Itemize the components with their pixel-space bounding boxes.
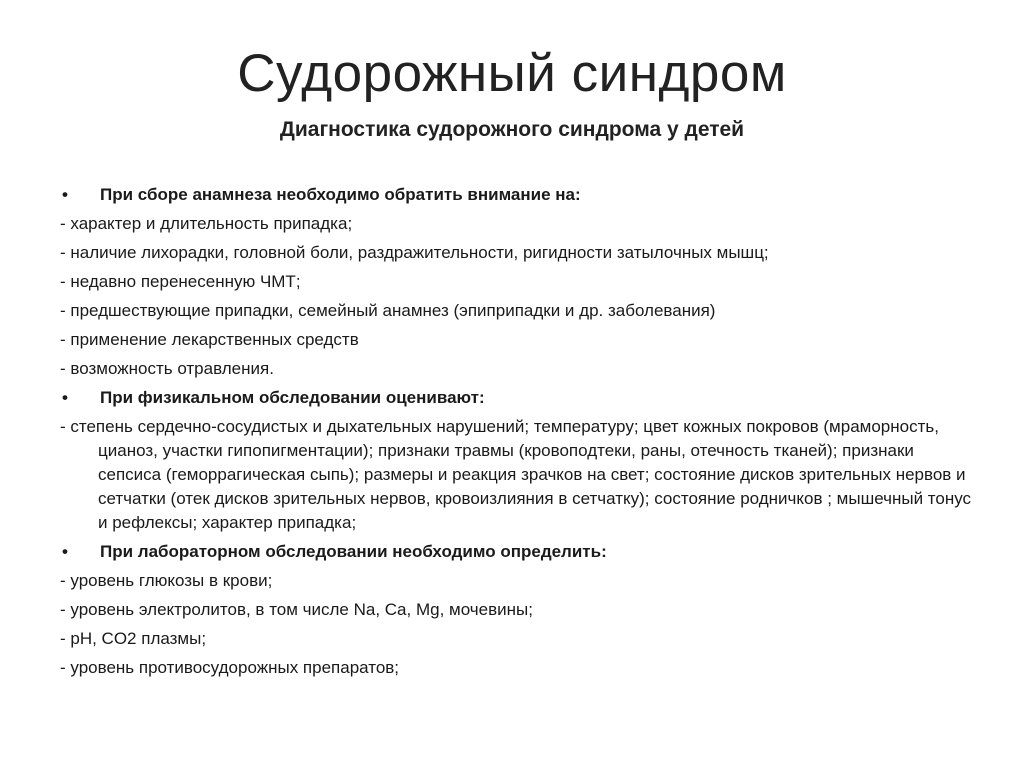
bullet-icon: • (62, 542, 68, 561)
slide-title: Судорожный синдром (237, 44, 787, 103)
bullet-icon: • (62, 388, 68, 407)
section-heading-text: При сборе анамнеза необходимо обратить внимание на: (100, 185, 581, 204)
list-item: - уровень противосудорожных препаратов; (60, 658, 400, 677)
list-item: - уровень электролитов, в том числе Na, Ca, Mg, мочевины; (60, 600, 533, 619)
list-item: - наличие лихорадки, головной боли, раздражительности, ригидности затылочных мышц; (60, 243, 769, 262)
list-item: - степень сердечно-сосудистых и дыхательных нарушений; температуру; цвет кожных покровов (мраморность, цианоз, участки гипопигментации); признаки травмы (кровоподтеки, раны, отечность тканей); признаки сепсиса (геморрагическая сыпь); размеры и реакция зрачков на свет; состояние дисков зрительных нервов и сетчатки (отек дисков зрительных нервов, кровоизлияния в сетчатку); состояние родничков ; мышечный тонус и рефлексы; характер припадка; (60, 417, 972, 532)
section-heading-anamnesis (60, 183, 980, 207)
list-item: - применение лекарственных средств (60, 330, 359, 349)
section-heading-lab-exam (60, 540, 980, 564)
section-heading-text: При лабораторном обследовании необходимо определить: (100, 542, 607, 561)
list-item: - возможность отравления. (60, 359, 274, 378)
bullet-icon: • (62, 185, 68, 204)
section-heading-text: При физикальном обследовании оценивают: (100, 388, 485, 407)
slide-subtitle: Диагностика судорожного синдрома у детей (279, 118, 745, 141)
slide-content (60, 183, 980, 685)
list-item: - характер и длительность припадка; (60, 214, 353, 233)
list-item: - pH, CO2 плазмы; (60, 629, 207, 648)
list-item: - уровень глюкозы в крови; (60, 571, 273, 590)
list-item: - недавно перенесенную ЧМТ; (60, 272, 301, 291)
list-item: - предшествующие припадки, семейный анамнез (эпиприпадки и др. заболевания) (60, 301, 716, 320)
section-heading-physical-exam (60, 386, 980, 410)
